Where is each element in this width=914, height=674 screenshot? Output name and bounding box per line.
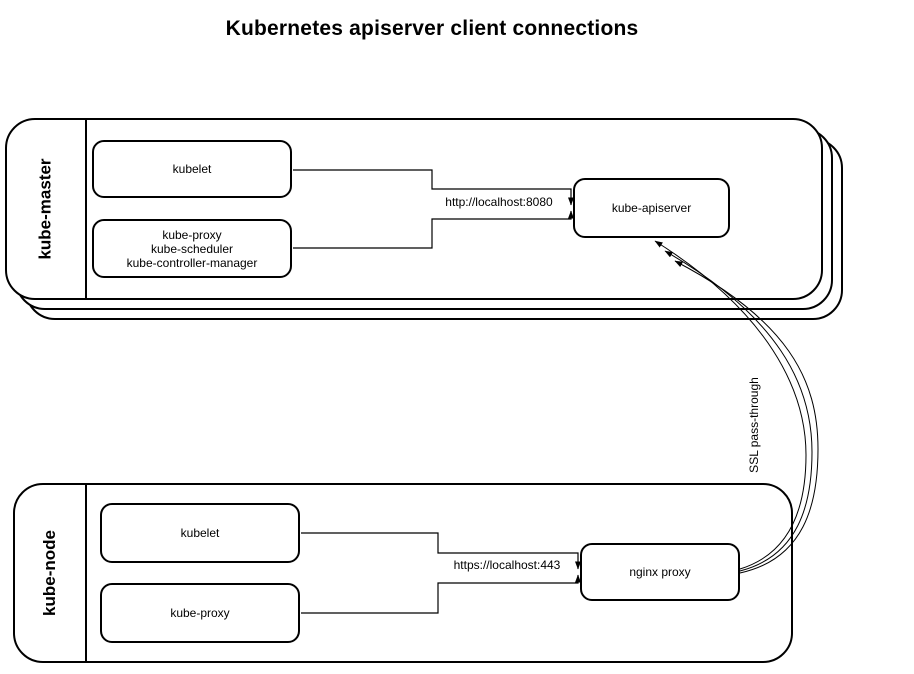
kube-node-label: kube-node	[40, 530, 60, 616]
page-title: Kubernetes apiserver client connections	[225, 17, 639, 40]
nginx-proxy-label: nginx proxy	[629, 565, 691, 579]
controller-stack-line-2: kube-scheduler	[150, 241, 234, 256]
edge-label-ssl-pass-through: SSL pass-through	[747, 377, 761, 473]
kube-master-label-column	[7, 120, 87, 298]
edge-label-https-localhost-443: https://localhost:443	[453, 558, 561, 572]
kube-master-label: kube-master	[36, 158, 56, 260]
master-kubelet-node	[92, 140, 292, 198]
node-kubelet-label: kubelet	[180, 526, 220, 540]
master-kubelet-label: kubelet	[172, 162, 212, 176]
node-kubelet-node	[100, 503, 300, 563]
controller-stack-line-3: kube-controller-manager	[126, 255, 258, 270]
node-kube-proxy-node	[100, 583, 300, 643]
kube-node-label-column	[15, 485, 87, 661]
master-controller-stack-node	[92, 219, 292, 278]
kube-apiserver-node	[573, 178, 730, 238]
edge-label-http-localhost-8080: http://localhost:8080	[445, 195, 553, 209]
nginx-proxy-node	[580, 543, 740, 601]
kube-apiserver-label: kube-apiserver	[611, 201, 692, 215]
controller-stack-line-1: kube-proxy	[162, 227, 222, 242]
node-kube-proxy-label: kube-proxy	[170, 606, 230, 620]
